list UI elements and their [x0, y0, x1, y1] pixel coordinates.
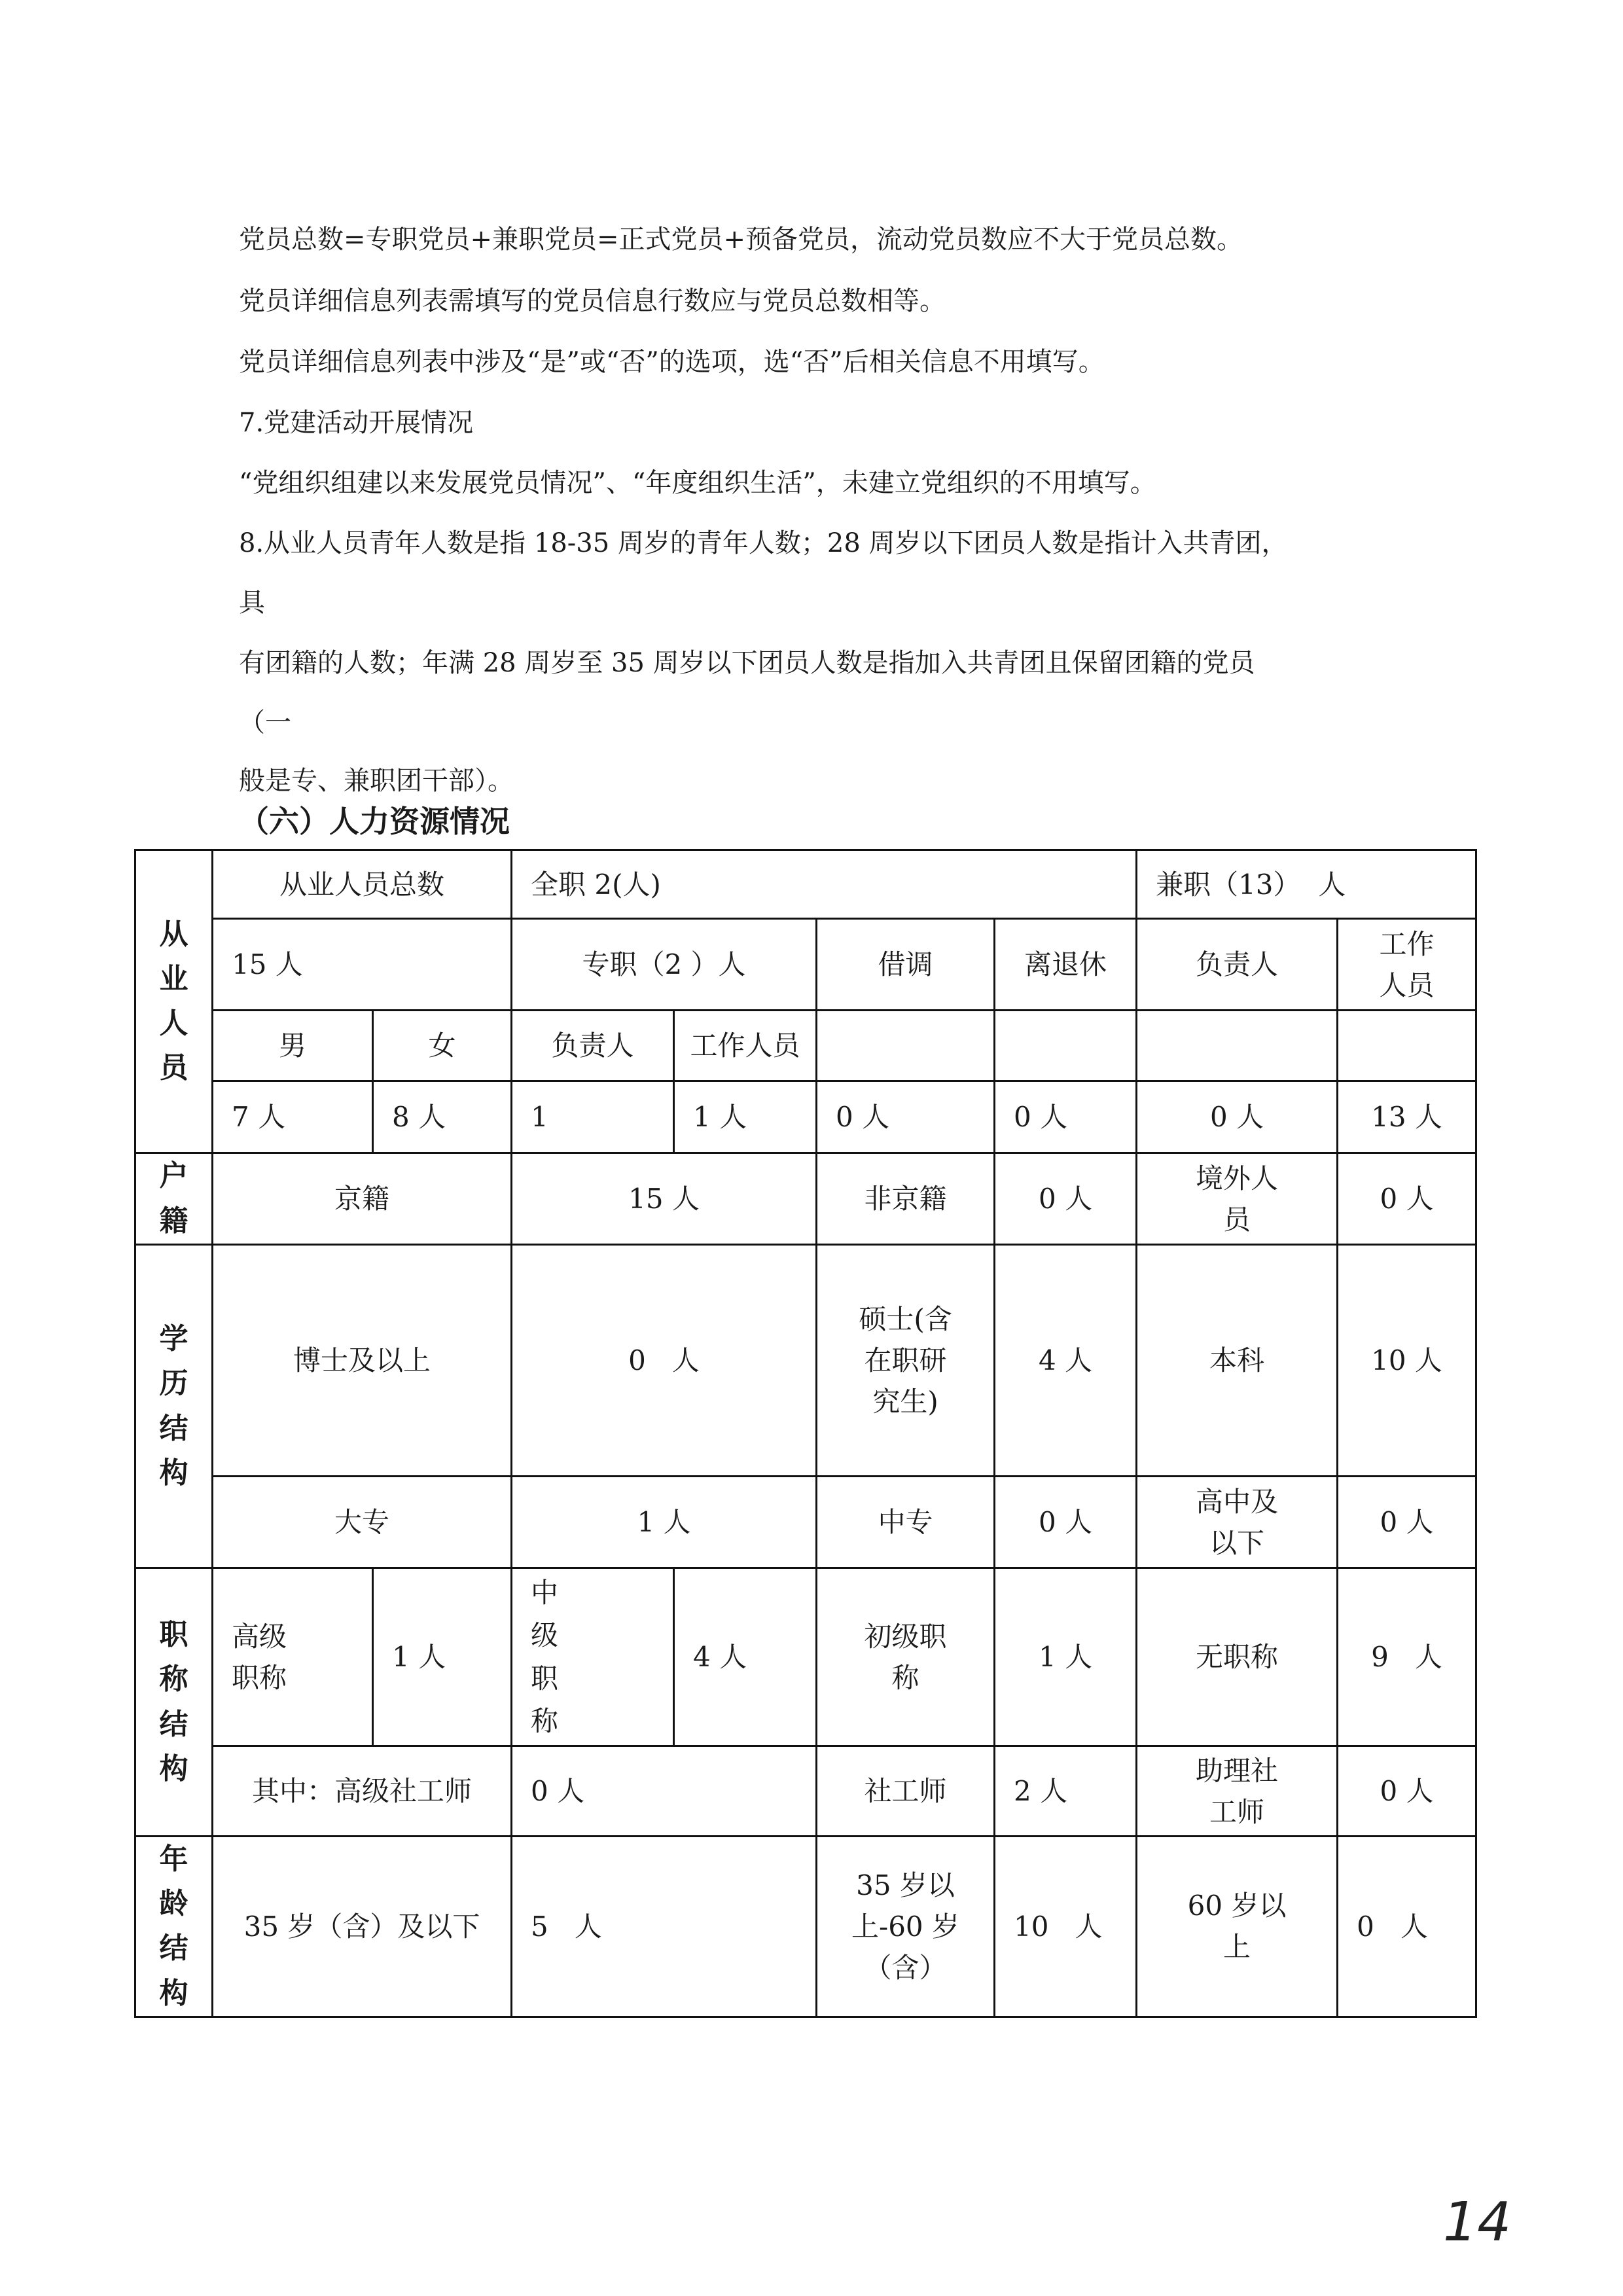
total-employees-value: 15 人: [213, 919, 512, 1011]
senior-title-label: 高级 职称: [213, 1568, 373, 1746]
empty-cell: [995, 1011, 1137, 1081]
overseas-label: 境外人 员: [1137, 1153, 1338, 1245]
section-title: （六）人力资源情况: [239, 804, 510, 839]
note-line-8: 有团籍的人数；年满 28 周岁至 35 周岁以下团员人数是指加入共青团且保留团籍的党员: [239, 648, 1255, 678]
household-side-label: 户 籍: [135, 1153, 213, 1245]
phd-label: 博士及以上: [213, 1245, 512, 1477]
table-row: [135, 1081, 1476, 1153]
no-title-value: 9 人: [1338, 1568, 1476, 1746]
parttime-leader-value: 0 人: [1137, 1081, 1338, 1153]
master-label: 硕士(含 在职研 究生): [817, 1245, 995, 1477]
table-row: [135, 919, 1476, 1011]
highschool-value: 0 人: [1338, 1477, 1476, 1568]
fulltime-dedicated-label: 专职（2 ）人: [512, 919, 817, 1011]
parttime-staff-value: 13 人: [1338, 1081, 1476, 1153]
parttime-leader-label: 负责人: [1137, 919, 1338, 1011]
empty-cell: [1338, 1011, 1476, 1081]
fulltime-staff-label: 工作人员: [674, 1011, 817, 1081]
fulltime-leader-value: 1: [512, 1081, 674, 1153]
junior-title-label: 初级职 称: [817, 1568, 995, 1746]
table-row: [135, 850, 1476, 919]
overseas-value: 0 人: [1338, 1153, 1476, 1245]
employees-side-label: 从 业 人 员: [135, 850, 213, 1153]
fulltime-staff-value: 1 人: [674, 1081, 817, 1153]
total-employees-label: 从业人员总数: [213, 850, 512, 919]
beijing-value: 15 人: [512, 1153, 817, 1245]
fulltime-total: 全职 2(人): [512, 850, 1137, 919]
age-under35-label: 35 岁（含）及以下: [213, 1837, 512, 2017]
age-side-label: 年 龄 结 构: [135, 1837, 213, 2017]
hr-table: [134, 849, 1477, 2018]
parttime-staff-label: 工作 人员: [1338, 919, 1476, 1011]
age-over60-value: 0 人: [1338, 1837, 1476, 2017]
table-row: [135, 1245, 1476, 1477]
secondary-label: 中专: [817, 1477, 995, 1568]
table-row: [135, 1011, 1476, 1081]
senior-title-value: 1 人: [373, 1568, 512, 1746]
note-line-7: 具: [239, 588, 265, 618]
note-line-2: 党员详细信息列表需填写的党员信息行数应与党员总数相等。: [239, 286, 946, 316]
male-label: 男: [213, 1011, 373, 1081]
highschool-label: 高中及 以下: [1137, 1477, 1338, 1568]
age-35-60-value: 10 人: [995, 1837, 1137, 2017]
fulltime-leader-label: 负责人: [512, 1011, 674, 1081]
table-row: [135, 1153, 1476, 1245]
page-number: 14: [1443, 2191, 1512, 2253]
social-worker-label: 社工师: [817, 1746, 995, 1837]
table-row: [135, 1837, 1476, 2017]
junior-title-value: 1 人: [995, 1568, 1137, 1746]
female-label: 女: [373, 1011, 512, 1081]
title-side-label: 职 称 结 构: [135, 1568, 213, 1837]
assistant-social-worker-value: 0 人: [1338, 1746, 1476, 1837]
note-line-4: 7.党建活动开展情况: [239, 408, 474, 438]
parttime-total: 兼职（13） 人: [1137, 850, 1476, 919]
college-value: 1 人: [512, 1477, 817, 1568]
age-over60-label: 60 岁以 上: [1137, 1837, 1338, 2017]
social-worker-value: 2 人: [995, 1746, 1137, 1837]
bachelor-label: 本科: [1137, 1245, 1338, 1477]
no-title-label: 无职称: [1137, 1568, 1338, 1746]
seconded-value: 0 人: [817, 1081, 995, 1153]
college-label: 大专: [213, 1477, 512, 1568]
table-row: [135, 1568, 1476, 1746]
note-line-10: 般是专、兼职团干部）。: [239, 766, 514, 796]
senior-social-worker-value: 0 人: [512, 1746, 817, 1837]
note-line-9: （一: [239, 708, 291, 738]
note-line-3: 党员详细信息列表中涉及“是”或“否”的选项，选“否”后相关信息不用填写。: [239, 347, 1105, 377]
retired-value: 0 人: [995, 1081, 1137, 1153]
age-under35-value: 5 人: [512, 1837, 817, 2017]
education-side-label: 学 历 结 构: [135, 1245, 213, 1568]
bachelor-value: 10 人: [1338, 1245, 1476, 1477]
seconded-label: 借调: [817, 919, 995, 1011]
non-beijing-label: 非京籍: [817, 1153, 995, 1245]
empty-cell: [817, 1011, 995, 1081]
male-value: 7 人: [213, 1081, 373, 1153]
retired-label: 离退休: [995, 919, 1137, 1011]
middle-title-value: 4 人: [674, 1568, 817, 1746]
note-line-6: 8.从业人员青年人数是指 18-35 周岁的青年人数；28 周岁以下团员人数是指计入共青团，: [239, 528, 1288, 558]
secondary-value: 0 人: [995, 1477, 1137, 1568]
note-line-5: “党组织组建以来发展党员情况”、“年度组织生活”，未建立党组织的不用填写。: [239, 468, 1156, 498]
non-beijing-value: 0 人: [995, 1153, 1137, 1245]
empty-cell: [1137, 1011, 1338, 1081]
age-35-60-label: 35 岁以 上-60 岁 （含）: [817, 1837, 995, 2017]
middle-title-label: 中 级 职 称: [512, 1568, 674, 1746]
table-row: [135, 1746, 1476, 1837]
phd-value: 0 人: [512, 1245, 817, 1477]
beijing-label: 京籍: [213, 1153, 512, 1245]
female-value: 8 人: [373, 1081, 512, 1153]
assistant-social-worker-label: 助理社 工师: [1137, 1746, 1338, 1837]
note-line-1: 党员总数=专职党员+兼职党员=正式党员+预备党员，流动党员数应不大于党员总数。: [239, 224, 1243, 255]
senior-social-worker-label: 其中：高级社工师: [213, 1746, 512, 1837]
master-value: 4 人: [995, 1245, 1137, 1477]
table-row: [135, 1477, 1476, 1568]
